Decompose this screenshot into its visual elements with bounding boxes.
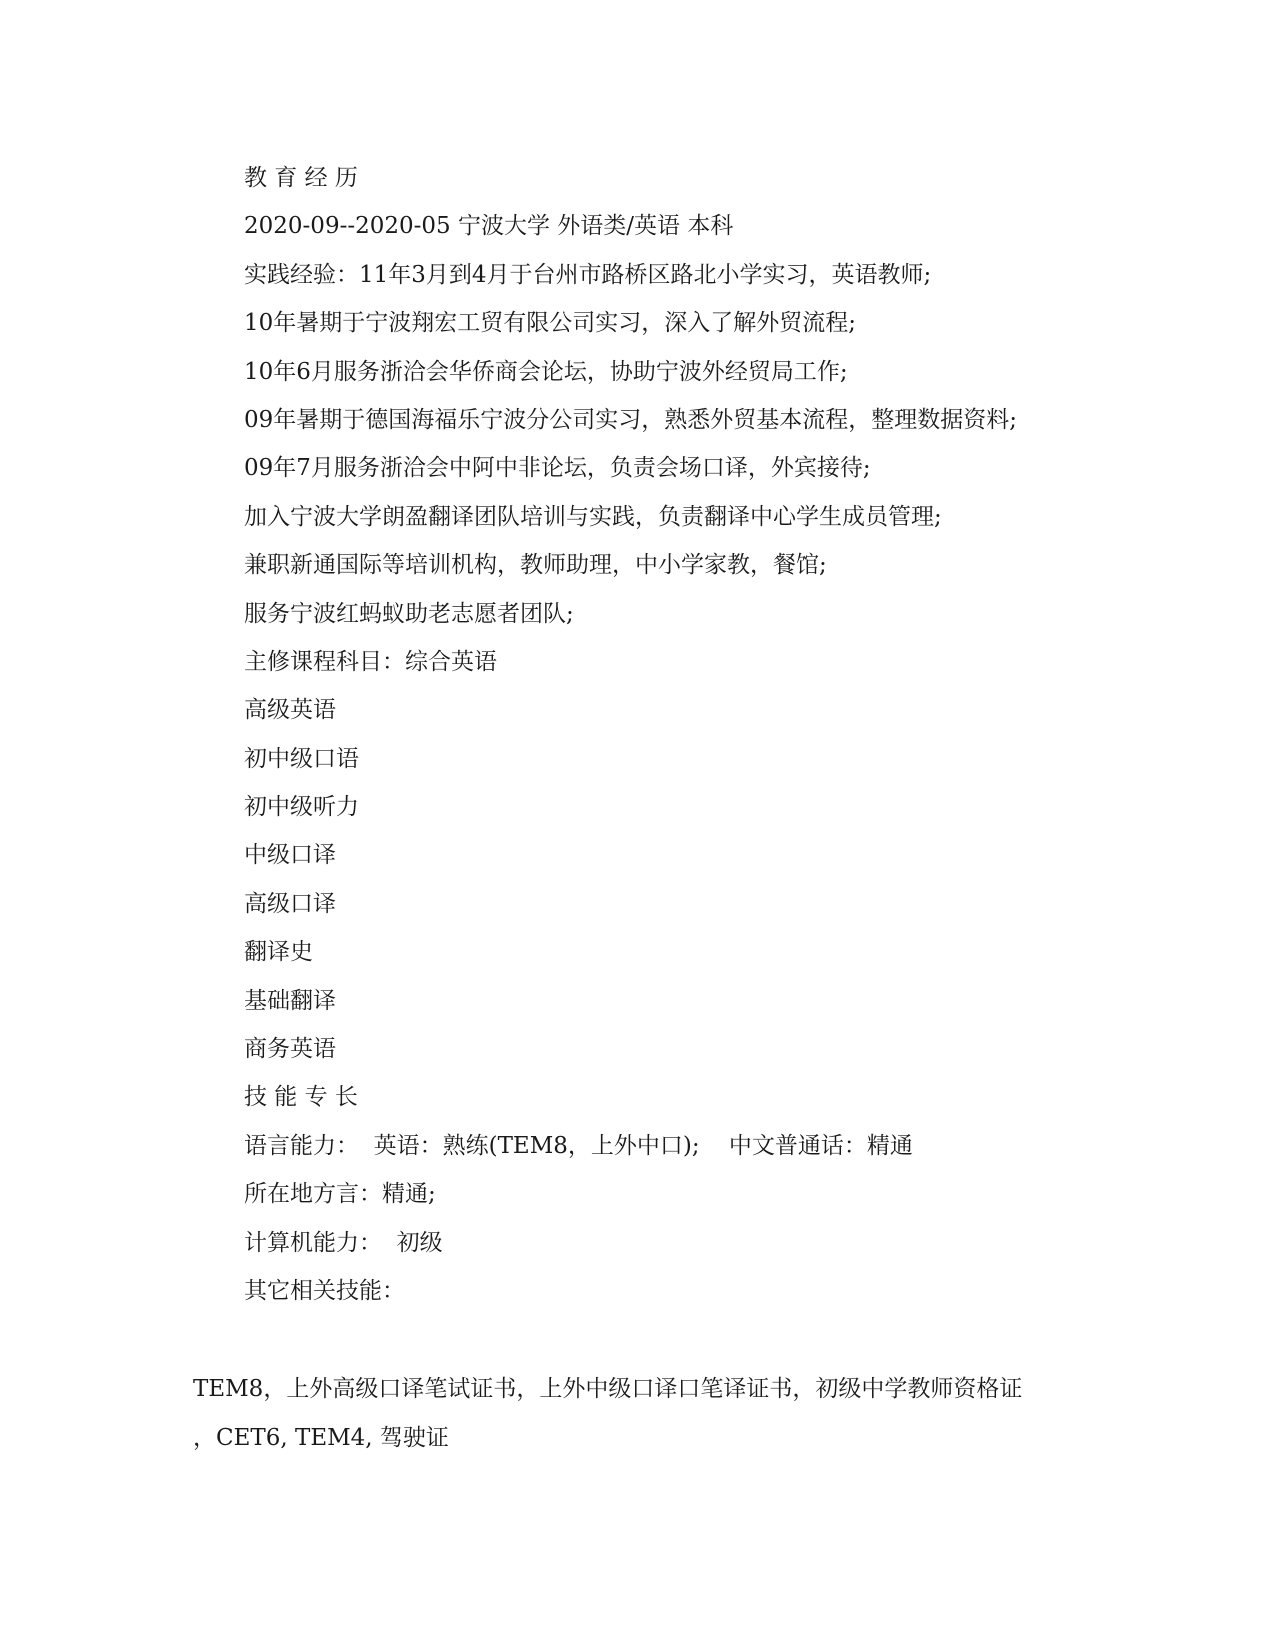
- course-line: 主修课程科目：综合英语: [244, 648, 497, 675]
- experience-line: 10年6月服务浙洽会华侨商会论坛，协助宁波外经贸局工作;: [244, 358, 848, 385]
- education-heading: 教 育 经 历: [244, 165, 358, 191]
- experience-line: 兼职新通国际等培训机构，教师助理，中小学家教，餐馆;: [244, 552, 827, 579]
- experience-line: 服务宁波红蚂蚁助老志愿者团队;: [244, 600, 574, 627]
- certificates-block: [193, 1365, 1093, 1463]
- course-line: 高级英语: [244, 697, 336, 724]
- course-line: 基础翻译: [244, 987, 336, 1014]
- course-line: 商务英语: [244, 1036, 336, 1063]
- education-degree-line: 2020-09--2020-05 宁波大学 外语类/英语 本科: [244, 213, 734, 240]
- course-line: 中级口译: [244, 842, 336, 869]
- experience-line: 加入宁波大学朗盈翻译团队培训与实践，负责翻译中心学生成员管理;: [244, 503, 942, 530]
- skill-line: 所在地方言：精通;: [244, 1181, 436, 1208]
- course-line: 初中级口语: [244, 745, 359, 772]
- resume-body: [244, 154, 1144, 1315]
- course-line: 高级口译: [244, 890, 336, 917]
- experience-line: 实践经验：11年3月到4月于台州市路桥区路北小学实习，英语教师;: [244, 261, 932, 288]
- experience-line: 09年暑期于德国海福乐宁波分公司实习，熟悉外贸基本流程，整理数据资料;: [244, 406, 1018, 433]
- course-line: 翻译史: [244, 939, 313, 966]
- experience-line: 10年暑期于宁波翔宏工贸有限公司实习，深入了解外贸流程;: [244, 310, 857, 337]
- skill-line: 语言能力： 英语：熟练(TEM8，上外中口); 中文普通话：精通: [244, 1132, 913, 1159]
- experience-line: 09年7月服务浙洽会中阿中非论坛，负责会场口译，外宾接待;: [244, 455, 871, 482]
- skill-line: 其它相关技能：: [244, 1277, 405, 1304]
- skills-heading: 技 能 专 长: [244, 1084, 358, 1111]
- course-line: 初中级听力: [244, 794, 359, 821]
- certificates-line: TEM8，上外高级口译笔试证书，上外中级口译口笔译证书，初级中学教师资格证: [193, 1376, 1023, 1402]
- skill-line: 计算机能力： 初级: [244, 1229, 443, 1256]
- certificates-line: ，CET6, TEM4, 驾驶证: [193, 1425, 449, 1451]
